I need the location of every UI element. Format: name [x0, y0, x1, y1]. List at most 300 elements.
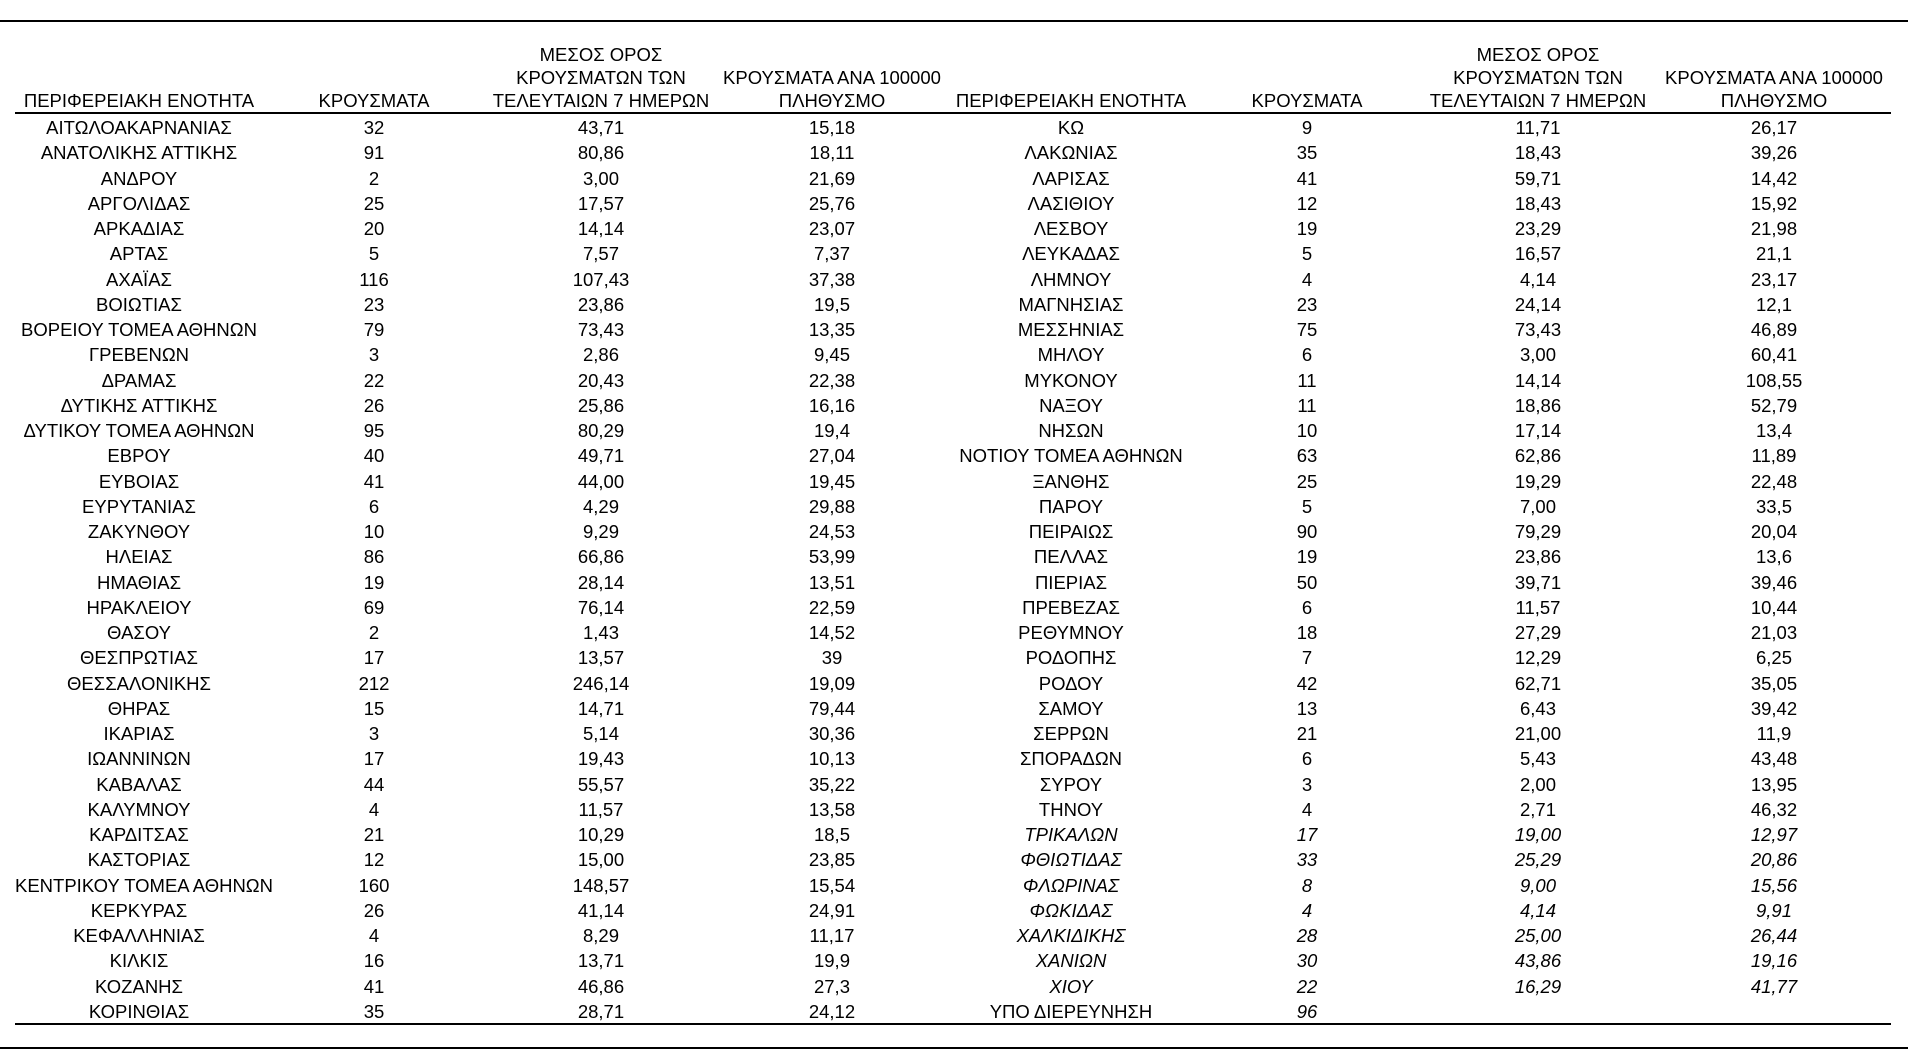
left-avg7-cell: 13,57 — [577, 647, 625, 669]
right-cases-cell: 11 — [1297, 369, 1317, 391]
right-cases-cell: 22 — [1296, 975, 1318, 997]
left-region-cell: ΑΡΤΑΣ — [109, 243, 169, 265]
left-per100k-cell: 22,59 — [808, 596, 856, 618]
right-cases-cell: 18 — [1296, 622, 1318, 644]
left-cases-cell: 12 — [363, 849, 385, 871]
left-cases-cell: 3 — [368, 723, 380, 745]
left-avg7-cell: 23,86 — [577, 293, 625, 315]
right-avg7-cell: 7,00 — [1519, 495, 1556, 517]
right-region-cell: ΝΟΤΙΟΥ ΤΟΜΕΑ ΑΘΗΝΩΝ — [959, 445, 1183, 467]
right-avg7-cell: 6,43 — [1519, 697, 1556, 719]
left-region-cell: ΚΟΖΑΝΗΣ — [95, 975, 183, 997]
left-cases-cell: 26 — [363, 394, 385, 416]
table-row — [15, 544, 1891, 569]
left-cases-cell: 95 — [363, 420, 385, 442]
left-cases-cell: 41 — [363, 470, 385, 492]
left-cases-cell: 4 — [368, 798, 380, 820]
left-region-cell: ΘΕΣΠΡΩΤΙΑΣ — [80, 647, 198, 669]
right-cases-cell: 12 — [1296, 192, 1318, 214]
table-row — [15, 115, 1891, 140]
right-per100k-cell: 33,5 — [1755, 495, 1792, 517]
right-region-cell: ΤΗΝΟΥ — [1038, 798, 1104, 820]
right-avg7-cell: 73,43 — [1514, 319, 1562, 341]
right-avg7-cell: 9,00 — [1519, 874, 1556, 896]
header-row — [15, 36, 1891, 115]
left-region-cell: ΕΒΡΟΥ — [107, 445, 171, 467]
left-region-cell: ΚΑΛΥΜΝΟΥ — [87, 798, 191, 820]
right-per100k-cell: 11,9 — [1756, 723, 1792, 745]
left-cases-cell: 69 — [363, 596, 385, 618]
left-per100k-cell: 29,88 — [808, 495, 856, 517]
table-row — [15, 974, 1891, 999]
right-region-cell: ΜΥΚΟΝΟΥ — [1024, 369, 1118, 391]
left-region-cell: ΘΑΣΟΥ — [107, 622, 171, 644]
left-region-cell: ΕΥΒΟΙΑΣ — [98, 470, 180, 492]
table-row — [15, 140, 1891, 165]
right-cases-cell: 6 — [1301, 748, 1313, 770]
left-avg7-cell: 80,86 — [577, 142, 625, 164]
left-avg7-cell: 14,71 — [577, 697, 625, 719]
left-per100k-cell: 15,54 — [808, 874, 856, 896]
right-per100k-cell: 9,91 — [1755, 899, 1792, 921]
right-cases-cell: 4 — [1301, 899, 1313, 921]
left-per100k-cell: 19,9 — [813, 950, 850, 972]
table-row — [15, 873, 1891, 898]
table-row — [15, 469, 1891, 494]
right-cases-cell: 3 — [1301, 773, 1313, 795]
right-cases-cell: 90 — [1296, 521, 1318, 543]
right-avg7-cell: 21,00 — [1514, 723, 1562, 745]
left-avg7-cell: 28,71 — [577, 1000, 625, 1022]
left-avg7-cell: 41,14 — [577, 899, 625, 921]
left-per100k-cell: 18,11 — [809, 142, 855, 164]
right-avg7-cell: 2,00 — [1519, 773, 1556, 795]
right-cases-cell: 9 — [1301, 117, 1313, 139]
left-per100k-cell: 19,4 — [813, 420, 850, 442]
right-cases-cell: 7 — [1301, 647, 1313, 669]
right-cases-cell: 23 — [1296, 293, 1318, 315]
left-region-cell: ΘΗΡΑΣ — [107, 697, 171, 719]
right-region-cell: ΣΠΟΡΑΔΩΝ — [1019, 748, 1123, 770]
table-row — [15, 166, 1891, 191]
right-per100k-cell: 13,95 — [1750, 773, 1798, 795]
right-region-cell: ΥΠΟ ΔΙΕΡΕΥΝΗΣΗ — [989, 1000, 1153, 1022]
table-row — [15, 342, 1891, 367]
right-avg7-cell: 16,57 — [1514, 243, 1562, 265]
right-per100k-cell: 15,92 — [1750, 192, 1798, 214]
right-region-cell: ΝΗΣΩΝ — [1038, 420, 1104, 442]
left-avg7-cell: 49,71 — [577, 445, 625, 467]
table-row — [15, 671, 1891, 696]
left-per100k-cell: 19,5 — [813, 293, 850, 315]
right-cases-cell: 6 — [1301, 596, 1313, 618]
left-cases-cell: 3 — [368, 344, 380, 366]
right-region-cell: ΧΑΝΙΩΝ — [1035, 950, 1107, 972]
table-row — [15, 443, 1891, 468]
left-cases-cell: 212 — [358, 672, 390, 694]
right-cases-cell: 8 — [1301, 874, 1313, 896]
table-row — [15, 645, 1891, 670]
top-rule — [0, 20, 1908, 22]
right-avg7-cell: 4,14 — [1519, 268, 1556, 290]
left-avg7-cell: 5,14 — [582, 723, 619, 745]
right-avg7-cell — [1419, 999, 1657, 1024]
right-region-cell: ΛΗΜΝΟΥ — [1030, 268, 1112, 290]
right-per100k-cell: 41,77 — [1750, 975, 1798, 997]
left-cases-cell: 20 — [363, 218, 385, 240]
right-cases-cell: 5 — [1301, 243, 1313, 265]
left-avg7-cell: 44,00 — [577, 470, 625, 492]
left-per100k-cell: 21,69 — [808, 167, 856, 189]
right-per100k-cell: 26,17 — [1750, 117, 1798, 139]
right-region-cell: ΠΕΛΛΑΣ — [1033, 546, 1109, 568]
right-cases-cell: 75 — [1296, 319, 1318, 341]
right-avg7-cell: 5,43 — [1519, 748, 1556, 770]
left-per100k-cell: 15,18 — [808, 117, 856, 139]
table-row — [15, 393, 1891, 418]
left-avg7-cell: 1,43 — [582, 622, 619, 644]
left-per100k-cell: 13,35 — [808, 319, 856, 341]
left-per100k-cell: 53,99 — [808, 546, 856, 568]
left-per100k-cell: 25,76 — [808, 192, 856, 214]
right-per100k-cell: 108,55 — [1745, 369, 1803, 391]
table-row — [15, 368, 1891, 393]
right-per100k-cell: 46,32 — [1750, 798, 1798, 820]
left-region-cell: ΚΑΡΔΙΤΣΑΣ — [89, 824, 189, 846]
left-avg7-cell: 8,29 — [582, 925, 619, 947]
right-cases-cell: 50 — [1296, 571, 1318, 593]
right-region-cell: ΛΑΚΩΝΙΑΣ — [1024, 142, 1118, 164]
right-cases-cell: 41 — [1296, 167, 1318, 189]
left-per100k-cell: 18,5 — [813, 824, 850, 846]
left-per100k-cell: 37,38 — [808, 268, 856, 290]
right-avg7-cell: 18,86 — [1514, 394, 1562, 416]
right-avg7-cell: 3,00 — [1519, 344, 1556, 366]
right-cases-cell: 28 — [1296, 925, 1318, 947]
table-row — [15, 216, 1891, 241]
left-per100k-cell: 79,44 — [808, 697, 856, 719]
right-region-cell: ΠΙΕΡΙΑΣ — [1034, 571, 1108, 593]
table-row — [15, 847, 1891, 872]
right-per100k-cell: 13,4 — [1755, 420, 1792, 442]
right-avg7-cell: 23,86 — [1514, 546, 1562, 568]
right-cases-cell: 33 — [1296, 849, 1318, 871]
left-cases-cell: 44 — [363, 773, 385, 795]
right-avg7-cell: 17,14 — [1514, 420, 1562, 442]
right-avg7-cell: 14,14 — [1514, 369, 1562, 391]
left-cases-cell: 4 — [368, 925, 380, 947]
right-per100k-cell: 21,03 — [1750, 622, 1798, 644]
right-region-cell: ΧΙΟΥ — [1049, 975, 1093, 997]
left-cases-cell: 25 — [363, 192, 385, 214]
right-cases-cell: 5 — [1301, 495, 1313, 517]
table-row — [15, 317, 1891, 342]
right-avg7-cell: 4,14 — [1519, 899, 1556, 921]
right-avg7-cell: 27,29 — [1514, 622, 1562, 644]
right-per100k-cell: 15,56 — [1750, 874, 1798, 896]
left-avg7-cell: 73,43 — [577, 319, 625, 341]
right-per100k-cell: 13,6 — [1755, 546, 1792, 568]
left-avg7-cell: 4,29 — [582, 495, 619, 517]
col-region-left: ΠΕΡΙΦΕΡΕΙΑΚΗ ΕΝΟΤΗΤΑ — [23, 90, 255, 111]
left-region-cell: ΙΩΑΝΝΙΝΩΝ — [87, 748, 191, 770]
right-avg7-cell: 23,29 — [1514, 218, 1562, 240]
table-row — [15, 267, 1891, 292]
left-cases-cell: 91 — [363, 142, 385, 164]
left-avg7-cell: 46,86 — [577, 975, 625, 997]
left-region-cell: ΗΜΑΘΙΑΣ — [96, 571, 182, 593]
left-per100k-cell: 10,13 — [808, 748, 856, 770]
right-region-cell: ΦΘΙΩΤΙΔΑΣ — [1020, 849, 1122, 871]
left-cases-cell: 10 — [363, 521, 385, 543]
col-per100k-right: ΚΡΟΥΣΜΑΤΑ ΑΝΑ 100000 ΠΛΗΘΥΣΜΟ — [1665, 67, 1883, 111]
table-body — [15, 115, 1891, 1024]
right-cases-cell: 19 — [1296, 218, 1318, 240]
left-region-cell: ΑΝΑΤΟΛΙΚΗΣ ΑΤΤΙΚΗΣ — [40, 142, 238, 164]
right-cases-cell: 19 — [1296, 546, 1318, 568]
right-avg7-cell: 43,86 — [1514, 950, 1562, 972]
right-region-cell: ΣΕΡΡΩΝ — [1033, 723, 1109, 745]
left-avg7-cell: 14,14 — [577, 218, 625, 240]
left-region-cell: ΑΙΤΩΛΟΑΚΑΡΝΑΝΙΑΣ — [46, 117, 232, 139]
left-per100k-cell: 24,53 — [808, 521, 856, 543]
right-region-cell: ΛΑΡΙΣΑΣ — [1032, 167, 1110, 189]
right-avg7-cell: 11,71 — [1515, 117, 1561, 139]
right-cases-cell: 17 — [1296, 824, 1318, 846]
left-cases-cell: 17 — [363, 748, 385, 770]
right-region-cell: ΣΑΜΟΥ — [1038, 697, 1104, 719]
left-avg7-cell: 17,57 — [577, 192, 625, 214]
right-per100k-cell: 26,44 — [1750, 925, 1798, 947]
right-avg7-cell: 24,14 — [1514, 293, 1562, 315]
right-per100k-cell: 39,26 — [1750, 142, 1798, 164]
left-region-cell: ΑΝΔΡΟΥ — [100, 167, 178, 189]
right-per100k-cell: 12,1 — [1755, 293, 1792, 315]
right-region-cell: ΠΕΙΡΑΙΩΣ — [1028, 521, 1114, 543]
right-region-cell: ΤΡΙΚΑΛΩΝ — [1024, 824, 1118, 846]
right-per100k-cell: 21,1 — [1755, 243, 1792, 265]
table-row — [15, 696, 1891, 721]
table-row — [15, 418, 1891, 443]
table-row — [15, 923, 1891, 948]
right-avg7-cell: 12,29 — [1514, 647, 1562, 669]
left-cases-cell: 160 — [358, 874, 390, 896]
left-avg7-cell: 80,29 — [577, 420, 625, 442]
left-per100k-cell: 14,52 — [808, 622, 856, 644]
right-avg7-cell: 59,71 — [1514, 167, 1562, 189]
right-region-cell: ΝΑΞΟΥ — [1039, 394, 1103, 416]
right-region-cell: ΡΕΘΥΜΝΟΥ — [1018, 622, 1124, 644]
left-avg7-cell: 66,86 — [577, 546, 625, 568]
table-row — [15, 746, 1891, 771]
left-avg7-cell: 19,43 — [577, 748, 625, 770]
left-per100k-cell: 22,38 — [808, 369, 856, 391]
left-region-cell: ΚΕΦΑΛΛΗΝΙΑΣ — [73, 925, 205, 947]
table-row — [15, 948, 1891, 973]
left-avg7-cell: 20,43 — [577, 369, 625, 391]
left-avg7-cell: 107,43 — [572, 268, 630, 290]
left-avg7-cell: 76,14 — [577, 596, 625, 618]
right-cases-cell: 25 — [1296, 470, 1318, 492]
right-region-cell: ΜΑΓΝΗΣΙΑΣ — [1018, 293, 1124, 315]
right-region-cell: ΛΕΥΚΑΔΑΣ — [1022, 243, 1120, 265]
right-region-cell: ΜΕΣΣΗΝΙΑΣ — [1017, 319, 1125, 341]
left-avg7-cell: 2,86 — [582, 344, 619, 366]
left-avg7-cell: 11,57 — [578, 798, 624, 820]
left-region-cell: ΑΧΑΪΑΣ — [106, 268, 172, 290]
left-cases-cell: 15 — [363, 697, 385, 719]
right-per100k-cell: 46,89 — [1750, 319, 1798, 341]
table-row — [15, 999, 1891, 1024]
right-per100k-cell — [1657, 999, 1891, 1024]
right-region-cell: ΠΑΡΟΥ — [1038, 495, 1104, 517]
left-avg7-cell: 15,00 — [577, 849, 625, 871]
right-cases-cell: 42 — [1296, 672, 1318, 694]
left-cases-cell: 40 — [363, 445, 385, 467]
left-cases-cell: 23 — [363, 293, 385, 315]
left-region-cell: ΒΟΡΕΙΟΥ ΤΟΜΕΑ ΑΘΗΝΩΝ — [21, 319, 257, 341]
left-avg7-cell: 25,86 — [577, 394, 625, 416]
left-per100k-cell: 23,85 — [808, 849, 856, 871]
right-per100k-cell: 21,98 — [1750, 218, 1798, 240]
right-region-cell: ΠΡΕΒΕΖΑΣ — [1022, 596, 1120, 618]
left-region-cell: ΙΚΑΡΙΑΣ — [103, 723, 175, 745]
left-per100k-cell: 24,12 — [808, 1000, 856, 1022]
left-cases-cell: 5 — [368, 243, 380, 265]
left-per100k-cell: 13,51 — [808, 571, 856, 593]
left-per100k-cell: 30,36 — [808, 723, 856, 745]
left-cases-cell: 41 — [363, 975, 385, 997]
left-cases-cell: 21 — [363, 824, 385, 846]
col-avg7-right: ΜΕΣΟΣ ΟΡΟΣ ΚΡΟΥΣΜΑΤΩΝ ΤΩΝ ΤΕΛΕΥΤΑΙΩΝ 7 ΗΜΕΡΩΝ — [1429, 44, 1647, 111]
right-cases-cell: 10 — [1296, 420, 1318, 442]
left-region-cell: ΖΑΚΥΝΘΟΥ — [87, 521, 191, 543]
left-avg7-cell: 3,00 — [582, 167, 619, 189]
left-cases-cell: 116 — [359, 268, 389, 290]
right-per100k-cell: 20,04 — [1750, 521, 1798, 543]
col-region-right: ΠΕΡΙΦΕΡΕΙΑΚΗ ΕΝΟΤΗΤΑ — [955, 90, 1187, 111]
right-avg7-cell: 25,00 — [1514, 925, 1562, 947]
left-region-cell: ΓΡΕΒΕΝΩΝ — [88, 344, 190, 366]
left-region-cell: ΚΕΝΤΡΙΚΟΥ ΤΟΜΕΑ ΑΘΗΝΩΝ — [15, 874, 273, 896]
right-cases-cell: 6 — [1301, 344, 1313, 366]
table-row — [15, 595, 1891, 620]
right-avg7-cell: 2,71 — [1519, 798, 1556, 820]
right-per100k-cell: 6,25 — [1755, 647, 1792, 669]
right-region-cell: ΚΩ — [1057, 117, 1085, 139]
left-cases-cell: 22 — [363, 369, 385, 391]
right-per100k-cell: 35,05 — [1750, 672, 1798, 694]
left-per100k-cell: 11,17 — [809, 925, 855, 947]
right-avg7-cell: 18,43 — [1514, 192, 1562, 214]
right-avg7-cell: 25,29 — [1514, 849, 1562, 871]
right-per100k-cell: 20,86 — [1750, 849, 1798, 871]
left-cases-cell: 86 — [363, 546, 385, 568]
right-region-cell: ΡΟΔΟΥ — [1038, 672, 1104, 694]
right-per100k-cell: 60,41 — [1750, 344, 1798, 366]
table-row — [15, 519, 1891, 544]
right-avg7-cell: 62,86 — [1514, 445, 1562, 467]
right-per100k-cell: 43,48 — [1750, 748, 1798, 770]
right-region-cell: ΣΥΡΟΥ — [1039, 773, 1103, 795]
right-region-cell: ΡΟΔΟΠΗΣ — [1025, 647, 1117, 669]
right-per100k-cell: 19,16 — [1750, 950, 1798, 972]
left-cases-cell: 26 — [363, 899, 385, 921]
left-region-cell: ΕΥΡΥΤΑΝΙΑΣ — [82, 495, 196, 517]
left-avg7-cell: 148,57 — [572, 874, 630, 896]
right-region-cell: ΦΛΩΡΙΝΑΣ — [1022, 874, 1120, 896]
left-per100k-cell: 19,09 — [808, 672, 856, 694]
left-cases-cell: 35 — [363, 1000, 385, 1022]
left-avg7-cell: 7,57 — [582, 243, 619, 265]
left-region-cell: ΚΟΡΙΝΘΙΑΣ — [88, 1000, 190, 1022]
left-avg7-cell: 13,71 — [577, 950, 625, 972]
table-row — [15, 191, 1891, 216]
right-cases-cell: 11 — [1297, 394, 1317, 416]
right-cases-cell: 4 — [1301, 268, 1313, 290]
right-per100k-cell: 11,89 — [1751, 445, 1797, 467]
right-avg7-cell: 18,43 — [1514, 142, 1562, 164]
left-region-cell: ΘΕΣΣΑΛΟΝΙΚΗΣ — [67, 672, 211, 694]
left-avg7-cell: 9,29 — [582, 521, 619, 543]
table-row — [15, 620, 1891, 645]
right-region-cell: ΦΩΚΙΔΑΣ — [1029, 899, 1113, 921]
left-avg7-cell: 55,57 — [577, 773, 625, 795]
left-region-cell: ΑΡΓΟΛΙΔΑΣ — [87, 192, 191, 214]
left-region-cell: ΔΥΤΙΚΟΥ ΤΟΜΕΑ ΑΘΗΝΩΝ — [23, 420, 255, 442]
right-avg7-cell: 11,57 — [1515, 596, 1561, 618]
left-cases-cell: 79 — [363, 319, 385, 341]
left-cases-cell: 17 — [363, 647, 385, 669]
footer-rule — [0, 1047, 1908, 1049]
right-per100k-cell: 52,79 — [1750, 394, 1798, 416]
table-row — [15, 570, 1891, 595]
left-cases-cell: 16 — [363, 950, 385, 972]
table-row — [15, 241, 1891, 266]
left-per100k-cell: 35,22 — [808, 773, 856, 795]
left-avg7-cell: 10,29 — [577, 824, 625, 846]
right-cases-cell: 63 — [1296, 445, 1318, 467]
table-row — [15, 797, 1891, 822]
left-region-cell: ΚΑΒΑΛΑΣ — [96, 773, 182, 795]
left-region-cell: ΔΡΑΜΑΣ — [101, 369, 177, 391]
right-per100k-cell: 39,42 — [1750, 697, 1798, 719]
right-per100k-cell: 39,46 — [1750, 571, 1798, 593]
table-row — [15, 721, 1891, 746]
left-cases-cell: 32 — [363, 117, 385, 139]
right-cases-cell: 96 — [1296, 1000, 1318, 1022]
left-region-cell: ΔΥΤΙΚΗΣ ΑΤΤΙΚΗΣ — [60, 394, 218, 416]
right-cases-cell: 13 — [1296, 697, 1318, 719]
table-row — [15, 898, 1891, 923]
left-per100k-cell: 27,04 — [808, 445, 856, 467]
left-per100k-cell: 9,45 — [813, 344, 850, 366]
right-per100k-cell: 12,97 — [1750, 824, 1798, 846]
left-per100k-cell: 39 — [821, 647, 843, 669]
left-per100k-cell: 16,16 — [808, 394, 856, 416]
right-region-cell: ΛΕΣΒΟΥ — [1033, 218, 1109, 240]
right-region-cell: ΛΑΣΙΘΙΟΥ — [1027, 192, 1115, 214]
left-per100k-cell: 24,91 — [808, 899, 856, 921]
left-per100k-cell: 13,58 — [808, 798, 856, 820]
left-region-cell: ΒΟΙΩΤΙΑΣ — [96, 293, 182, 315]
table-row — [15, 292, 1891, 317]
right-avg7-cell: 19,00 — [1514, 824, 1562, 846]
right-avg7-cell: 19,29 — [1514, 470, 1562, 492]
right-per100k-cell: 14,42 — [1750, 167, 1798, 189]
table-row — [15, 494, 1891, 519]
left-per100k-cell: 23,07 — [808, 218, 856, 240]
